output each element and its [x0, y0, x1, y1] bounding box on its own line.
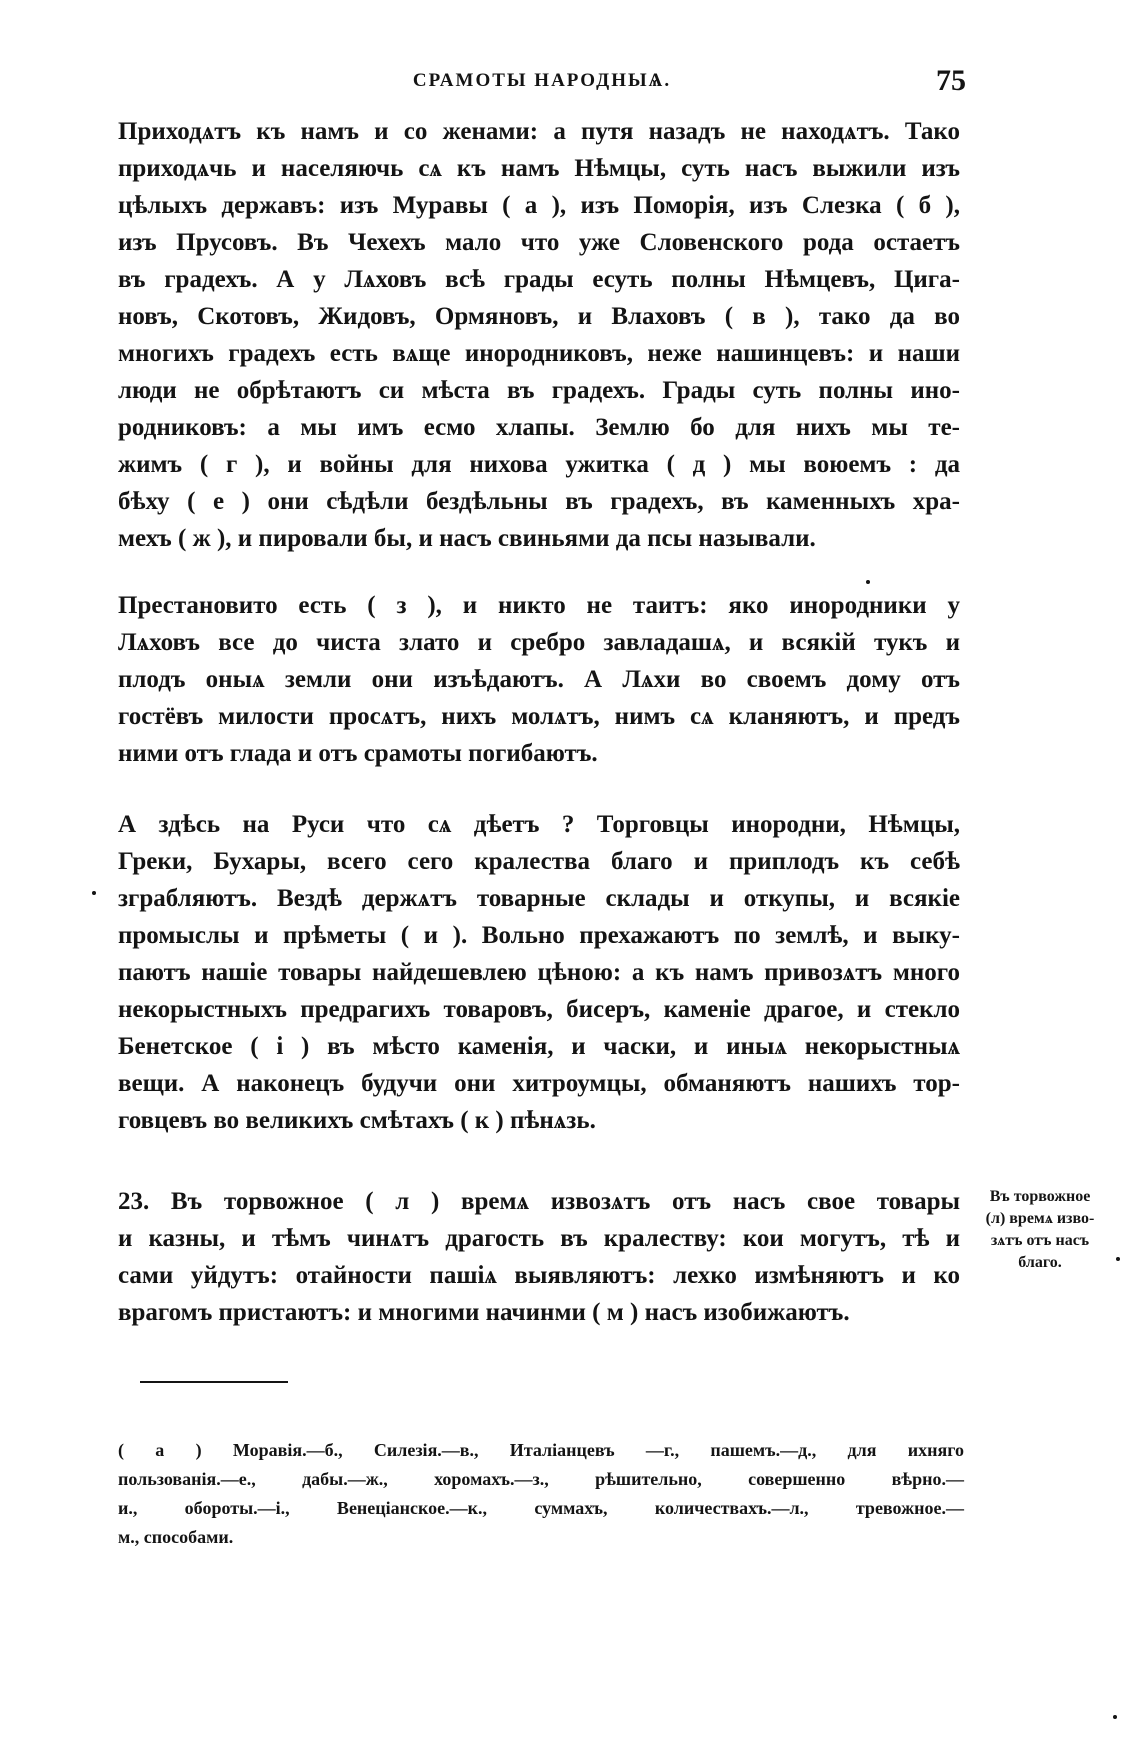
- text-line: изъ Прусовъ. Въ Чехехъ мало что уже Словенского рода остаетъ: [118, 229, 960, 256]
- text-line: зграбляютъ. Вездѣ держѧтъ товарные склады и откупы, и всякіе: [118, 885, 960, 912]
- footnote-separator: [140, 1381, 288, 1383]
- text-line: гостёвъ милости просѧтъ, нихъ молѧтъ, нимъ сѧ кланяютъ, и предъ: [118, 703, 960, 730]
- paragraph-2: [118, 587, 960, 772]
- text-line: родниковъ: а мы имъ есмо хлапы. Землю бо для нихъ мы те-: [118, 414, 960, 441]
- footnote-line: пользованія.—е., дабы.—ж., хоромахъ.—з., рѣшительно, совершенно вѣрно.—: [118, 1469, 964, 1489]
- text-line: Престановито есть ( з ), и никто не таитъ: яко инородники у: [118, 592, 960, 619]
- footnote-line: и., обороты.—і., Венеціанское.—к., суммахъ, количествахъ.—л., тревожное.—: [118, 1498, 964, 1518]
- print-speck: [1113, 1715, 1117, 1719]
- text-line: и казны, и тѣмъ чинѧтъ драгость въ кралеству: кои могутъ, тѣ и: [118, 1225, 960, 1252]
- text-line: Греки, Бухары, всего сего кралества благо и приплодъ къ себѣ: [118, 848, 960, 875]
- paragraph-1: [118, 113, 960, 557]
- page-number: 75: [936, 64, 966, 97]
- text-line: плодъ оныѧ земли они изъѣдаютъ. А Лѧхи во своемъ дому отъ: [118, 666, 960, 693]
- paragraph-3: [118, 806, 960, 1139]
- text-line: приходѧчь и населяючь сѧ къ намъ Нѣмцы, суть насъ выжили изъ: [118, 155, 960, 182]
- text-line: цѣлыхъ державъ: изъ Муравы ( а ), изъ Поморія, изъ Слезка ( б ),: [118, 192, 960, 219]
- text-line: 23. Въ торвожное ( л ) времѧ извозѧтъ отъ насъ свое товары: [118, 1188, 960, 1215]
- text-line: паютъ нашіе товары найдешевлею цѣною: а къ намъ привозѧтъ много: [118, 959, 960, 986]
- page-header: [118, 64, 966, 100]
- margin-note-line: благо.: [1018, 1254, 1062, 1271]
- margin-note-line: зѧтъ отъ насъ: [990, 1232, 1090, 1249]
- text-line: новъ, Скотовъ, Жидовъ, Ормяновъ, и Влаховъ ( в ), тако да во: [118, 303, 960, 330]
- text-line: многихъ градехъ есть вѧще инородниковъ, неже нашинцевъ: и наши: [118, 340, 960, 367]
- text-line: вещи. А наконецъ будучи они хитроумцы, обманяютъ нашихъ тор-: [118, 1070, 960, 1097]
- footnote-line: м., способами.: [118, 1527, 234, 1547]
- margin-note-line: Въ торвожное: [989, 1188, 1091, 1205]
- margin-note: [970, 1186, 1110, 1274]
- text-line: А здѣсь на Руси что сѧ дѣетъ ? Торговцы инородни, Нѣмцы,: [118, 811, 960, 838]
- margin-note-line: (л) времѧ изво-: [985, 1210, 1095, 1227]
- text-line: Лѧховъ все до чиста злато и сребро завладашѧ, и всякій тукъ и: [118, 629, 960, 656]
- print-speck: [1116, 1257, 1120, 1261]
- text-line: говцевъ во великихъ смѣтахъ ( к ) пѣнѧзь.: [118, 1107, 596, 1134]
- text-line: сами уйдутъ: отайности пашіѧ выявляютъ: лехко измѣняютъ и ко: [118, 1262, 960, 1289]
- running-title: СРАМОТЫ НАРОДНЫѦ.: [412, 70, 672, 91]
- footnotes: [118, 1436, 964, 1552]
- footnote-line: ( а ) Моравія.—б., Силезія.—в., Италіанцевъ —г., пашемъ.—д., для ихняго: [118, 1440, 964, 1460]
- text-line: бѣху ( е ) они сѣдѣли бездѣльны въ градехъ, въ каменныхъ хра-: [118, 488, 960, 515]
- text-line: Приходѧтъ къ намъ и со женами: а путя назадъ не находѧтъ. Тако: [118, 118, 960, 145]
- print-speck: [866, 580, 870, 584]
- text-line: мехъ ( ж ), и пировали бы, и насъ свиньями да псы называли.: [118, 525, 816, 552]
- text-line: врагомъ пристаютъ: и многими начинми ( м ) насъ изобижаютъ.: [118, 1299, 850, 1326]
- text-line: люди не обрѣтаютъ си мѣста въ градехъ. Грады суть полны ино-: [118, 377, 960, 404]
- text-line: некорыстныхъ предрагихъ товаровъ, бисеръ, каменіе драгое, и стекло: [118, 996, 960, 1023]
- text-line: Бенетское ( і ) въ мѣсто каменія, и часки, и иныѧ некорыстныѧ: [118, 1033, 960, 1060]
- print-speck: [92, 891, 96, 895]
- text-line: въ градехъ. А у Лѧховъ всѣ грады есуть полны Нѣмцевъ, Цига-: [118, 266, 960, 293]
- text-line: ними отъ глада и отъ срамоты погибаютъ.: [118, 740, 598, 767]
- text-line: промыслы и прѣметы ( и ). Вольно прехажаютъ по землѣ, и выку-: [118, 922, 960, 949]
- text-line: жимъ ( г ), и войны для нихова ужитка ( д ) мы воюемъ : да: [118, 451, 960, 478]
- paragraph-4: [118, 1183, 960, 1331]
